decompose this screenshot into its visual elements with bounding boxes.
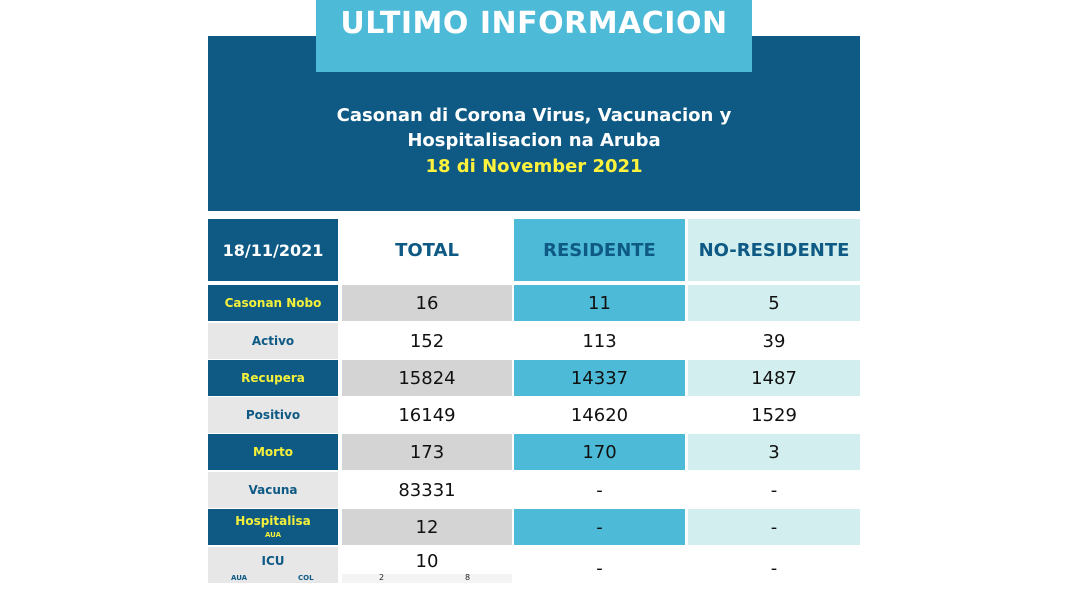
table-date-header: 18/11/2021 <box>208 219 338 281</box>
cell-total-recupera: 15824 <box>342 360 512 396</box>
cell-no-residente-activo: 39 <box>688 323 860 359</box>
row-label-hospitalisa-text: Hospitalisa <box>235 514 311 528</box>
icu-col-value: 8 <box>465 573 471 582</box>
cell-residente-recupera: 14337 <box>514 360 685 396</box>
cell-no-residente-icu: - <box>688 553 860 583</box>
cell-no-residente-positivo: 1529 <box>688 397 860 433</box>
row-label-vacuna: Vacuna <box>208 472 338 508</box>
icu-breakdown-labels-strip <box>208 574 338 583</box>
cell-residente-activo: 113 <box>514 323 685 359</box>
row-label-activo: Activo <box>208 323 338 359</box>
row-sublabel-hospitalisa-aua: AUA <box>264 531 282 539</box>
row-label-hospitalisa <box>208 509 338 545</box>
cell-total-vacuna: 83331 <box>342 472 512 508</box>
cell-residente-morto: 170 <box>514 434 685 470</box>
icu-col-label: COL <box>298 574 314 582</box>
row-label-casonan-nobo: Casonan Nobo <box>208 285 338 321</box>
cell-no-residente-vacuna: - <box>688 472 860 508</box>
cell-total-casonan-nobo: 16 <box>342 285 512 321</box>
cell-residente-casonan-nobo: 11 <box>514 285 685 321</box>
report-subtitle-line-1: Casonan di Corona Virus, Vacunacion y <box>336 105 732 126</box>
icu-aua-value: 2 <box>379 573 385 582</box>
cell-no-residente-hospitalisa: - <box>688 509 860 545</box>
cell-total-icu: 10 <box>342 547 512 575</box>
cell-residente-positivo: 14620 <box>514 397 685 433</box>
report-subtitle <box>208 103 860 153</box>
cell-no-residente-recupera: 1487 <box>688 360 860 396</box>
column-header-no-residente: NO-RESIDENTE <box>688 219 860 281</box>
cell-total-activo: 152 <box>342 323 512 359</box>
report-subtitle-line-2: Hospitalisacion na Aruba <box>407 130 661 151</box>
page-title-banner <box>316 0 752 72</box>
row-label-icu: ICU <box>208 547 338 575</box>
row-label-positivo: Positivo <box>208 397 338 433</box>
cell-residente-hospitalisa: - <box>514 509 685 545</box>
column-header-total: TOTAL <box>342 219 512 281</box>
report-date: 18 di November 2021 <box>425 156 643 177</box>
cell-total-morto: 173 <box>342 434 512 470</box>
cell-no-residente-casonan-nobo: 5 <box>688 285 860 321</box>
cell-residente-vacuna: - <box>514 472 685 508</box>
cell-residente-icu: - <box>514 553 685 583</box>
page-title: ULTIMO INFORMACION <box>340 6 728 41</box>
cell-no-residente-morto: 3 <box>688 434 860 470</box>
icu-aua-label: AUA <box>231 574 248 582</box>
icu-breakdown-values-strip <box>342 574 512 583</box>
cell-total-positivo: 16149 <box>342 397 512 433</box>
row-label-morto: Morto <box>208 434 338 470</box>
column-header-residente: RESIDENTE <box>514 219 685 281</box>
row-label-recupera: Recupera <box>208 360 338 396</box>
cell-total-hospitalisa: 12 <box>342 509 512 545</box>
